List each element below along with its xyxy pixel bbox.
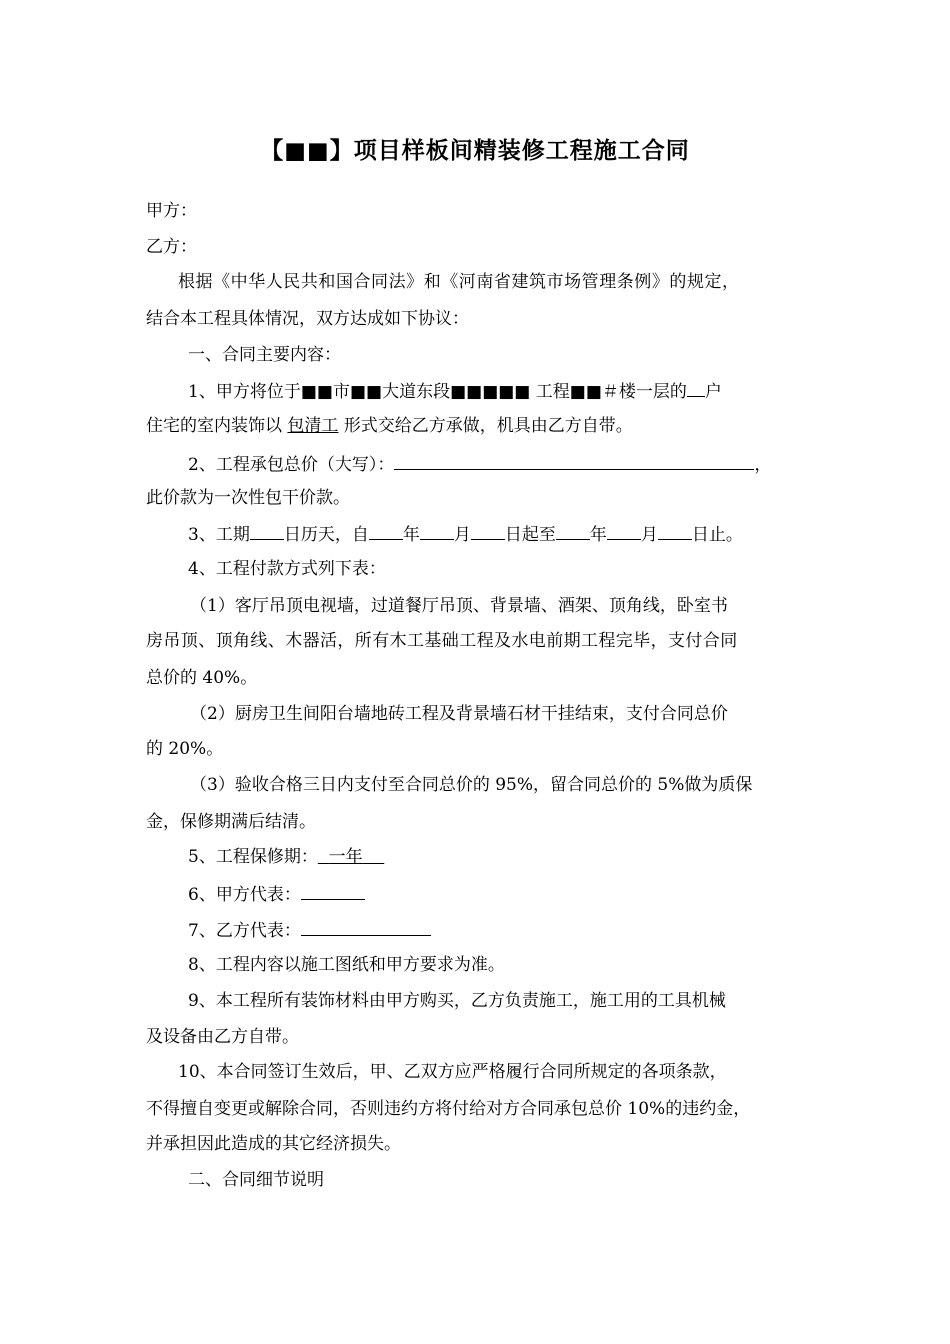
item-5-line <box>188 844 384 870</box>
payment-2-line-2: 的 20%。 <box>146 739 224 759</box>
contract-mode: 包清工 <box>287 416 339 436</box>
end-year-label: 年 <box>589 525 607 545</box>
warranty-period <box>318 847 384 867</box>
page-title: 【■■】项目样板间精装修工程施工合同 <box>260 138 690 164</box>
item-10-line-3: 并承担因此造成的其它经济损失。 <box>146 1134 401 1154</box>
item-6-line <box>188 880 365 906</box>
payment-2-line-1: （2）厨房卫生间阳台墙地砖工程及背景墙石材干挂结束，支付合同总价 <box>190 704 728 724</box>
item-7-line <box>188 916 431 942</box>
payment-3-line-2: 金，保修期满后结清。 <box>146 812 316 832</box>
item-1-line-2-suffix: 形式交给乙方承做，机具由乙方自带。 <box>343 416 633 436</box>
warranty-value: 一年 <box>328 847 363 867</box>
item-9-line-2: 及设备由乙方自带。 <box>146 1027 299 1047</box>
start-year-label: 年 <box>402 525 420 545</box>
total-price-blank <box>394 450 754 470</box>
item-1-line-2 <box>146 413 633 439</box>
item-10-line-1: 10、本合同签订生效后，甲、乙双方应严格履行合同所规定的各项条款， <box>178 1062 727 1082</box>
party-a-rep-blank <box>301 880 365 900</box>
start-month-blank <box>420 520 454 540</box>
party-a-rep-label: 6、甲方代表： <box>188 885 301 905</box>
start-month-label: 月 <box>453 525 471 545</box>
start-day-blank <box>471 520 505 540</box>
duration-label: 3、工期 <box>188 525 250 545</box>
item-2-prefix: 2、工程承包总价（大写）： <box>188 455 395 475</box>
end-month-label: 月 <box>640 525 658 545</box>
item-9-line-1: 9、本工程所有装饰材料由甲方购买，乙方负责施工，施工用的工具机械 <box>188 991 726 1011</box>
item-10-line-2: 不得擅自变更或解除合同，否则违约方将付给对方合同承包总价 10%的违约金， <box>146 1099 751 1119</box>
section-2-heading: 二、合同细节说明 <box>188 1170 324 1190</box>
item-1-line-2-prefix: 住宅的室内装饰以 <box>146 416 282 436</box>
item-4-line: 4、工程付款方式列下表： <box>188 559 386 579</box>
end-month-blank <box>607 520 641 540</box>
item-1-suffix: 户 <box>704 382 722 402</box>
warranty-label: 5、工程保修期： <box>188 847 318 867</box>
payment-1-line-1: （1）客厅吊顶电视墙，过道餐厅吊顶、背景墙、酒架、顶角线，卧室书 <box>190 596 728 616</box>
item-2-suffix: ， <box>754 455 772 475</box>
item-3-line <box>188 520 743 546</box>
unit-count-blank <box>687 377 705 397</box>
start-year-blank <box>369 520 403 540</box>
item-1-line-1 <box>188 377 722 403</box>
payment-3-line-1: （3）验收合格三日内支付至合同总价的 95%，留合同总价的 5%做为质保 <box>190 775 753 795</box>
end-day-label: 日止。 <box>691 525 743 545</box>
item-2-line-2: 此价款为一次性包干价款。 <box>146 488 350 508</box>
payment-1-line-3: 总价的 40%。 <box>146 668 258 688</box>
duration-days-blank <box>250 520 284 540</box>
payment-1-line-2: 房吊顶、顶角线、木器活，所有木工基础工程及水电前期工程完毕，支付合同 <box>146 631 738 651</box>
end-label: 日起至 <box>504 525 556 545</box>
intro-line-2: 结合本工程具体情况，双方达成如下协议： <box>146 309 469 329</box>
item-1-prefix: 1、甲方将位于■■市■■大道东段■■■■■ 工程■■＃楼一层的 <box>188 382 687 402</box>
section-1-heading: 一、合同主要内容： <box>188 345 341 365</box>
start-label: 日历天，自 <box>283 525 369 545</box>
party-b-rep-blank <box>301 916 431 936</box>
party-a-label: 甲方： <box>146 201 197 221</box>
item-2-line-1 <box>188 450 771 476</box>
item-8-line: 8、工程内容以施工图纸和甲方要求为准。 <box>188 955 505 975</box>
intro-line-1: 根据《中华人民共和国合同法》和《河南省建筑市场管理条例》的规定， <box>178 272 740 292</box>
party-b-rep-label: 7、乙方代表： <box>188 921 301 941</box>
end-day-blank <box>658 520 692 540</box>
end-year-blank <box>556 520 590 540</box>
party-b-label: 乙方： <box>146 237 197 257</box>
